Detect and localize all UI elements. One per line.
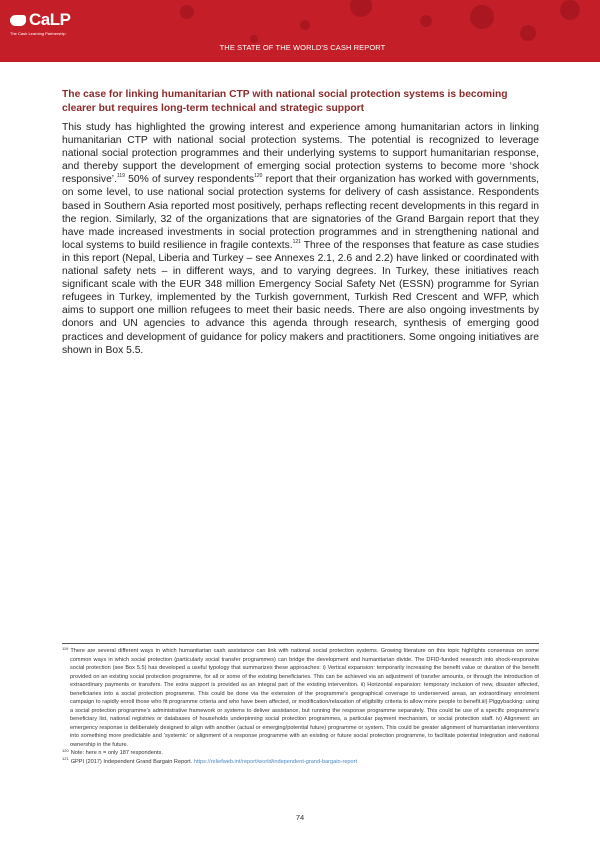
footnote-number: 119 <box>62 645 69 651</box>
footnote <box>62 749 539 758</box>
page-number: 74 <box>295 813 305 822</box>
footnotes <box>62 643 539 766</box>
footnote-ref[interactable]: 120 <box>254 173 263 180</box>
page-header <box>0 0 600 62</box>
logo-text: CaLP <box>29 10 71 29</box>
hand-icon <box>10 15 26 26</box>
grand-bargain-report-link[interactable]: https://reliefweb.int/report/world/independent-grand-bargain-report <box>193 758 358 765</box>
main-section <box>62 88 539 357</box>
footnote-number: 121 <box>62 756 69 761</box>
footnote-ref[interactable]: 121 <box>292 238 301 245</box>
footnote <box>62 647 539 749</box>
footnote-ref[interactable]: 119 <box>116 173 125 180</box>
footnote-text: Note: here n = only 187 respondents. <box>70 750 163 756</box>
footnote-text: GPPI (2017) Independent Grand Bargain Report. <box>70 758 194 765</box>
footnote <box>62 758 539 767</box>
text-run: This study has highlighted the growing interest and experience among humanitarian actors in linking humanitarian CTP with national social protection systems. The potential is recognized to leverage national social protection programmes and their underlying systems to support humanitarian response, and thereby support the development of emerging social protection systems to become more ‘shock responsive’. <box>62 122 539 186</box>
footnote-number: 120 <box>62 747 69 753</box>
body-paragraph <box>62 121 539 357</box>
text-run: Three of the responses that feature as case studies in this report (Nepal, Liberia and Turkey – see Annexes 2.1, 2.6 and 2.2) have linked or coordinated with national safety nets – in different ways, and to varying degrees. In Turkey, these initiatives reach significant scale with the EUR 348 million Emergency Social Safety Net (ESSN) programme for Syrian refugees in Turkey, implemented by the Turkish government, Turkish Red Crescent and WFP, which aims to support one million refugees to meet their basic needs. There are also ongoing investments by donors and UN agencies to advance this agenda through research, synthesis of emerging good practices and development of guidance for policy makers and practitioners. Some ongoing initiatives are shown in Box 5.5. <box>62 239 539 356</box>
report-title: THE STATE OF THE WORLD'S CASH REPORT <box>219 43 386 52</box>
text-run: 50% of survey respondents <box>124 174 255 186</box>
calp-logo <box>10 10 70 36</box>
text-run: report that their organization has worked with governments, on some level, to use national social protection systems for delivery of cash assistance. Respondents based in Southern Asia reported most positively, perhaps reflecting recent developments in this regard in the region. Similarly, 32 of the organizations that are signatories of the Grand Bargain report that they have made increased investments in social protection programmes and in strengthening national and local systems to build resilience in fragile contexts. <box>62 174 539 251</box>
logo-subtitle: The Cash Learning Partnership <box>10 31 66 36</box>
section-heading: The case for linking humanitarian CTP with national social protection systems is becoming clearer but requires long-term technical and strategic support <box>62 89 508 114</box>
footnote-text: There are several different ways in which humanitarian cash assistance can link with national social protection systems. Growing literature on this topic highlights consensus on some common ways in which social protection (particularly social transfer programmes) can bridge the development and humanitarian divide. The DFID-funded research into shock-responsive social protection (see Box 5.5) has developed a useful typology that summarizes these approaches: i) Vertical expansion: temporarily increasing the benefit value or duration of the benefit provided on an existing social protection programme, for all or some of the existing beneficiaries. This can be achieved via an adjustment of transfer amounts, or through the introduction of extraordinary payments or transfers. The extra support is provided as an integral part of the existing intervention. ii) Horizontal expansion: temporary inclusion of new, disaster affected, beneficiaries into a social protection programme. This could be done via the extension of the programme’s geographical coverage to underserved areas, an extraordinary enrolment campaign to rapidly enroll those who fit programme criteria and who have been affected, or modification/relaxation of eligibility criteria to allow more people to benefit.iii) Piggybacking: using a social protection programme’s administrative framework or systems to deliver assistance, but running the response programme separately. This could be use of a specific programme’s beneficiary list, national registries or databases of households underpinning social protection programmes, a particular payment mechanism, or social protection staff. iv) Alignment: an emergency response is deliberately designed to align with another (actual or emerging/potential future) programme or system. This could be greater alignment of humanitarian interventions into something more predictable and ‘systemic’ or alignment of a response programme with an existing or future social protection programme, to facilitate potential integration and national ownership in the future. <box>70 648 539 748</box>
